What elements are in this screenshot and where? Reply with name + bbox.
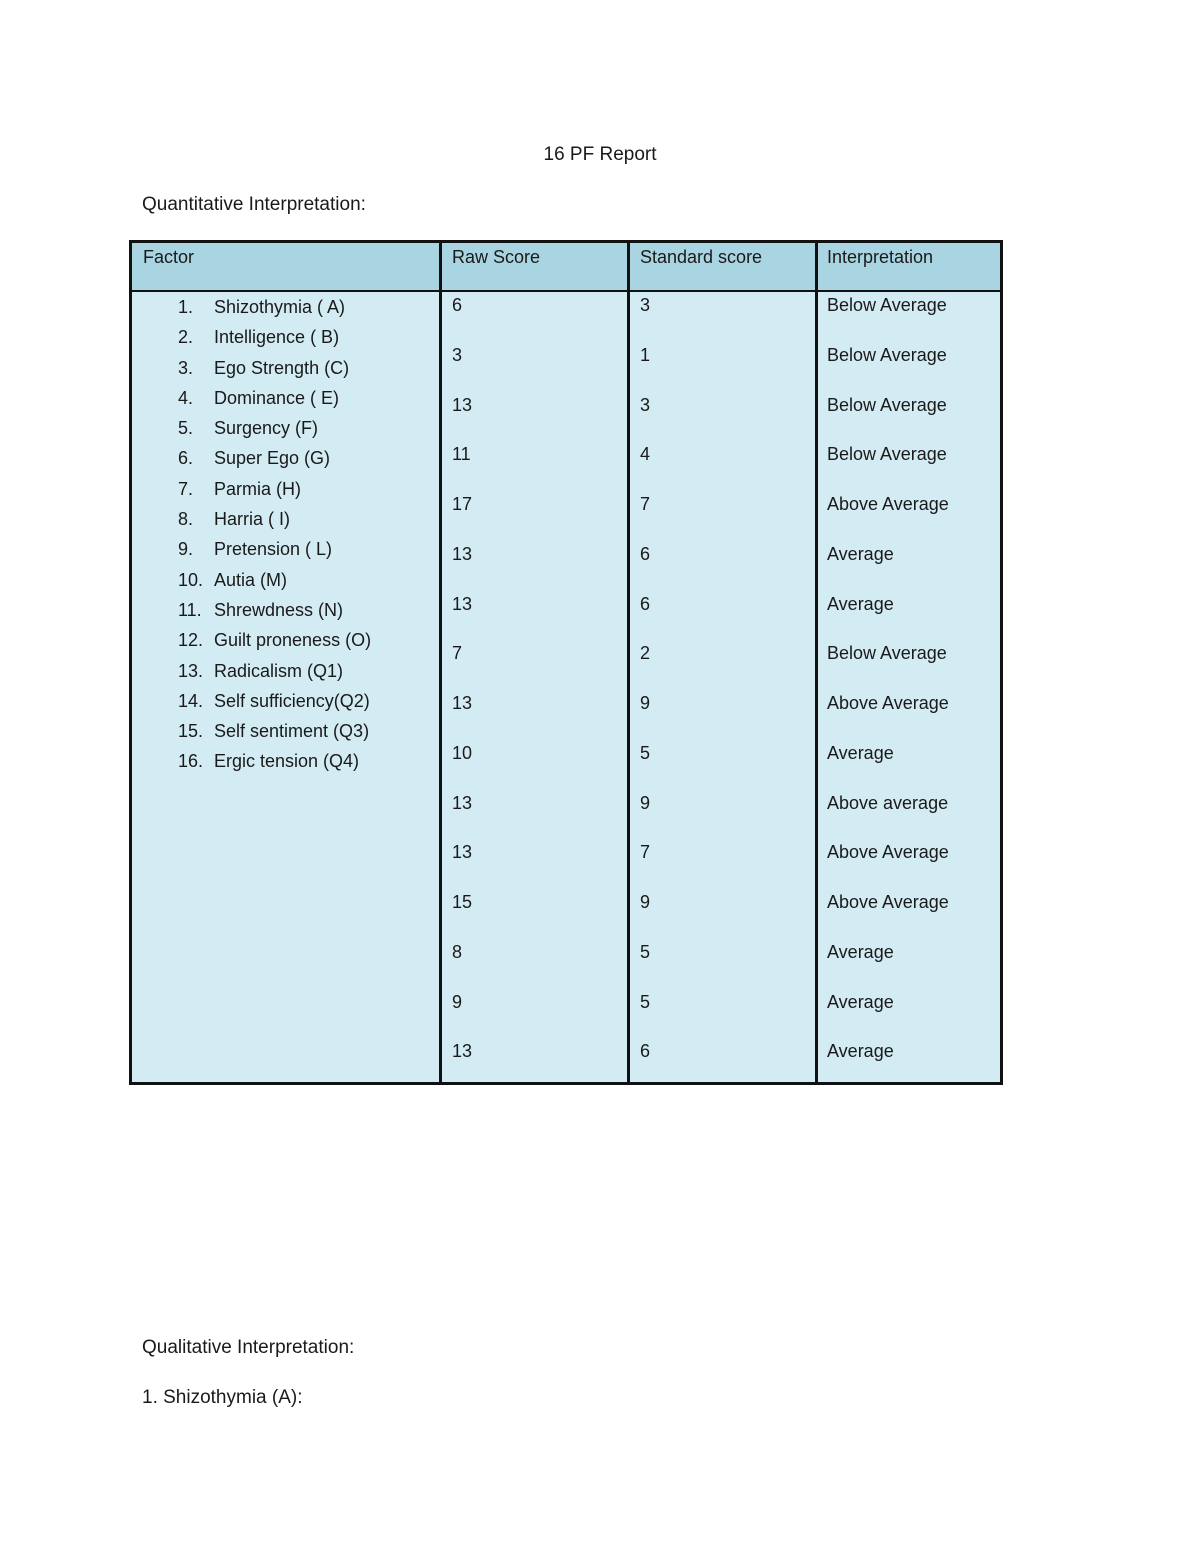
factor-number: 12. bbox=[178, 630, 204, 651]
factor-number: 2. bbox=[178, 327, 194, 348]
factor-name: Pretension ( L) bbox=[214, 539, 333, 560]
standard-score-cell: 5 bbox=[640, 991, 651, 1012]
interpretation-cell: Average bbox=[827, 593, 894, 614]
interpretation-cell: Below Average bbox=[827, 344, 947, 365]
header-raw-score: Raw Score bbox=[452, 247, 541, 267]
standard-score-cell: 3 bbox=[640, 394, 651, 415]
factor-item bbox=[178, 443, 371, 473]
raw-score-cell: 13 bbox=[452, 693, 473, 713]
standard-score-cell: 4 bbox=[640, 444, 651, 465]
interpretation-cell: Above Average bbox=[827, 494, 949, 514]
interpretation-cell: Above average bbox=[827, 792, 949, 813]
header-interpretation: Interpretation bbox=[827, 247, 934, 267]
factor-item bbox=[178, 656, 371, 686]
factor-name: Parmia (H) bbox=[214, 478, 302, 499]
factor-item bbox=[178, 746, 371, 776]
factor-list bbox=[178, 292, 371, 777]
factor-name: Dominance ( E) bbox=[214, 387, 340, 408]
raw-score-cell: 13 bbox=[452, 842, 473, 863]
factor-item bbox=[178, 625, 371, 655]
standard-score-cell: 9 bbox=[640, 892, 651, 912]
interpretation-cell: Average bbox=[827, 543, 894, 564]
header-standard-score: Standard score bbox=[640, 247, 763, 267]
column-divider bbox=[627, 243, 630, 1082]
interpretation-cell: Above Average bbox=[827, 842, 949, 863]
standard-score-cell: 9 bbox=[640, 792, 651, 813]
standard-score-cell: 3 bbox=[640, 295, 651, 315]
interpretation-cell: Above Average bbox=[827, 693, 949, 713]
factor-name: Self sentiment (Q3) bbox=[214, 721, 370, 742]
interpretation-cell: Average bbox=[827, 1041, 894, 1062]
factor-item bbox=[178, 716, 371, 746]
raw-score-cell: 15 bbox=[452, 892, 473, 912]
factor-item bbox=[178, 474, 371, 504]
factor-item bbox=[178, 413, 371, 443]
interpretation-cell: Average bbox=[827, 742, 894, 763]
factor-item bbox=[178, 292, 371, 322]
standard-score-cell: 6 bbox=[640, 593, 651, 614]
factor-name: Super Ego (G) bbox=[214, 448, 331, 469]
factor-number: 14. bbox=[178, 690, 204, 711]
raw-score-cell: 13 bbox=[452, 593, 473, 614]
header-factor: Factor bbox=[143, 247, 195, 267]
factor-number: 7. bbox=[178, 478, 194, 499]
factor-number: 1. bbox=[178, 297, 194, 317]
factor-item bbox=[178, 686, 371, 716]
raw-score-cell: 8 bbox=[452, 941, 463, 962]
factor-number: 3. bbox=[178, 357, 194, 378]
standard-score-cell: 2 bbox=[640, 643, 651, 664]
document-title: 16 PF Report bbox=[543, 144, 657, 165]
factor-name: Radicalism (Q1) bbox=[214, 660, 344, 681]
factor-name: Ego Strength (C) bbox=[214, 357, 350, 378]
raw-score-cell: 13 bbox=[452, 394, 473, 415]
standard-score-cell: 7 bbox=[640, 494, 651, 514]
factor-number: 4. bbox=[178, 387, 194, 408]
factor-item bbox=[178, 504, 371, 534]
column-divider bbox=[815, 243, 818, 1082]
factor-name: Surgency (F) bbox=[214, 418, 319, 439]
interpretation-cell: Below Average bbox=[827, 394, 947, 415]
standard-score-cell: 5 bbox=[640, 742, 651, 763]
interpretation-cell: Below Average bbox=[827, 643, 947, 664]
raw-score-cell: 7 bbox=[452, 643, 463, 664]
factor-number: 8. bbox=[178, 509, 194, 530]
factor-number: 10. bbox=[178, 569, 204, 590]
interpretation-cell: Average bbox=[827, 991, 894, 1012]
factor-item bbox=[178, 595, 371, 625]
factor-number: 5. bbox=[178, 418, 194, 439]
factor-number: 15. bbox=[178, 721, 204, 742]
raw-score-cell: 13 bbox=[452, 1041, 473, 1062]
factor-name: Guilt proneness (O) bbox=[214, 630, 372, 651]
standard-score-cell: 6 bbox=[640, 543, 651, 564]
factor-name: Shizothymia ( A) bbox=[214, 297, 346, 317]
standard-score-cell: 6 bbox=[640, 1041, 651, 1062]
factor-number: 11. bbox=[178, 599, 202, 620]
raw-score-cell: 13 bbox=[452, 792, 473, 813]
factor-name: Intelligence ( B) bbox=[214, 327, 340, 348]
factor-name: Harria ( I) bbox=[214, 509, 290, 530]
standard-score-cell: 9 bbox=[640, 693, 651, 713]
factor-item bbox=[178, 353, 371, 383]
raw-score-cell: 11 bbox=[452, 444, 471, 465]
factor-name: Shrewdness (N) bbox=[214, 599, 344, 620]
factor-name: Autia (M) bbox=[214, 569, 288, 590]
qualitative-heading: Qualitative Interpretation: bbox=[142, 1337, 355, 1358]
raw-score-cell: 17 bbox=[452, 494, 473, 514]
factor-number: 9. bbox=[178, 539, 194, 560]
factor-item bbox=[178, 383, 371, 413]
factor-item bbox=[178, 565, 371, 595]
raw-score-cell: 9 bbox=[452, 991, 463, 1012]
factor-number: 6. bbox=[178, 448, 194, 469]
column-divider bbox=[439, 243, 442, 1082]
raw-score-cell: 10 bbox=[452, 742, 473, 763]
factor-name: Ergic tension (Q4) bbox=[214, 751, 360, 772]
standard-score-cell: 7 bbox=[640, 842, 651, 863]
quantitative-heading: Quantitative Interpretation: bbox=[142, 194, 366, 215]
raw-score-cell: 3 bbox=[452, 344, 463, 365]
results-table bbox=[129, 240, 1003, 1085]
factor-number: 16. bbox=[178, 751, 204, 772]
qualitative-item: 1. Shizothymia (A): bbox=[142, 1387, 303, 1408]
factor-item bbox=[178, 322, 371, 352]
raw-score-cell: 13 bbox=[452, 543, 473, 564]
interpretation-cell: Below Average bbox=[827, 295, 947, 315]
interpretation-cell: Above Average bbox=[827, 892, 949, 912]
factor-item bbox=[178, 534, 371, 564]
raw-score-cell: 6 bbox=[452, 295, 463, 315]
interpretation-cell: Average bbox=[827, 941, 894, 962]
interpretation-cell: Below Average bbox=[827, 444, 947, 465]
factor-number: 13. bbox=[178, 660, 204, 681]
standard-score-cell: 5 bbox=[640, 941, 651, 962]
standard-score-cell: 1 bbox=[640, 344, 651, 365]
factor-name: Self sufficiency(Q2) bbox=[214, 690, 370, 711]
